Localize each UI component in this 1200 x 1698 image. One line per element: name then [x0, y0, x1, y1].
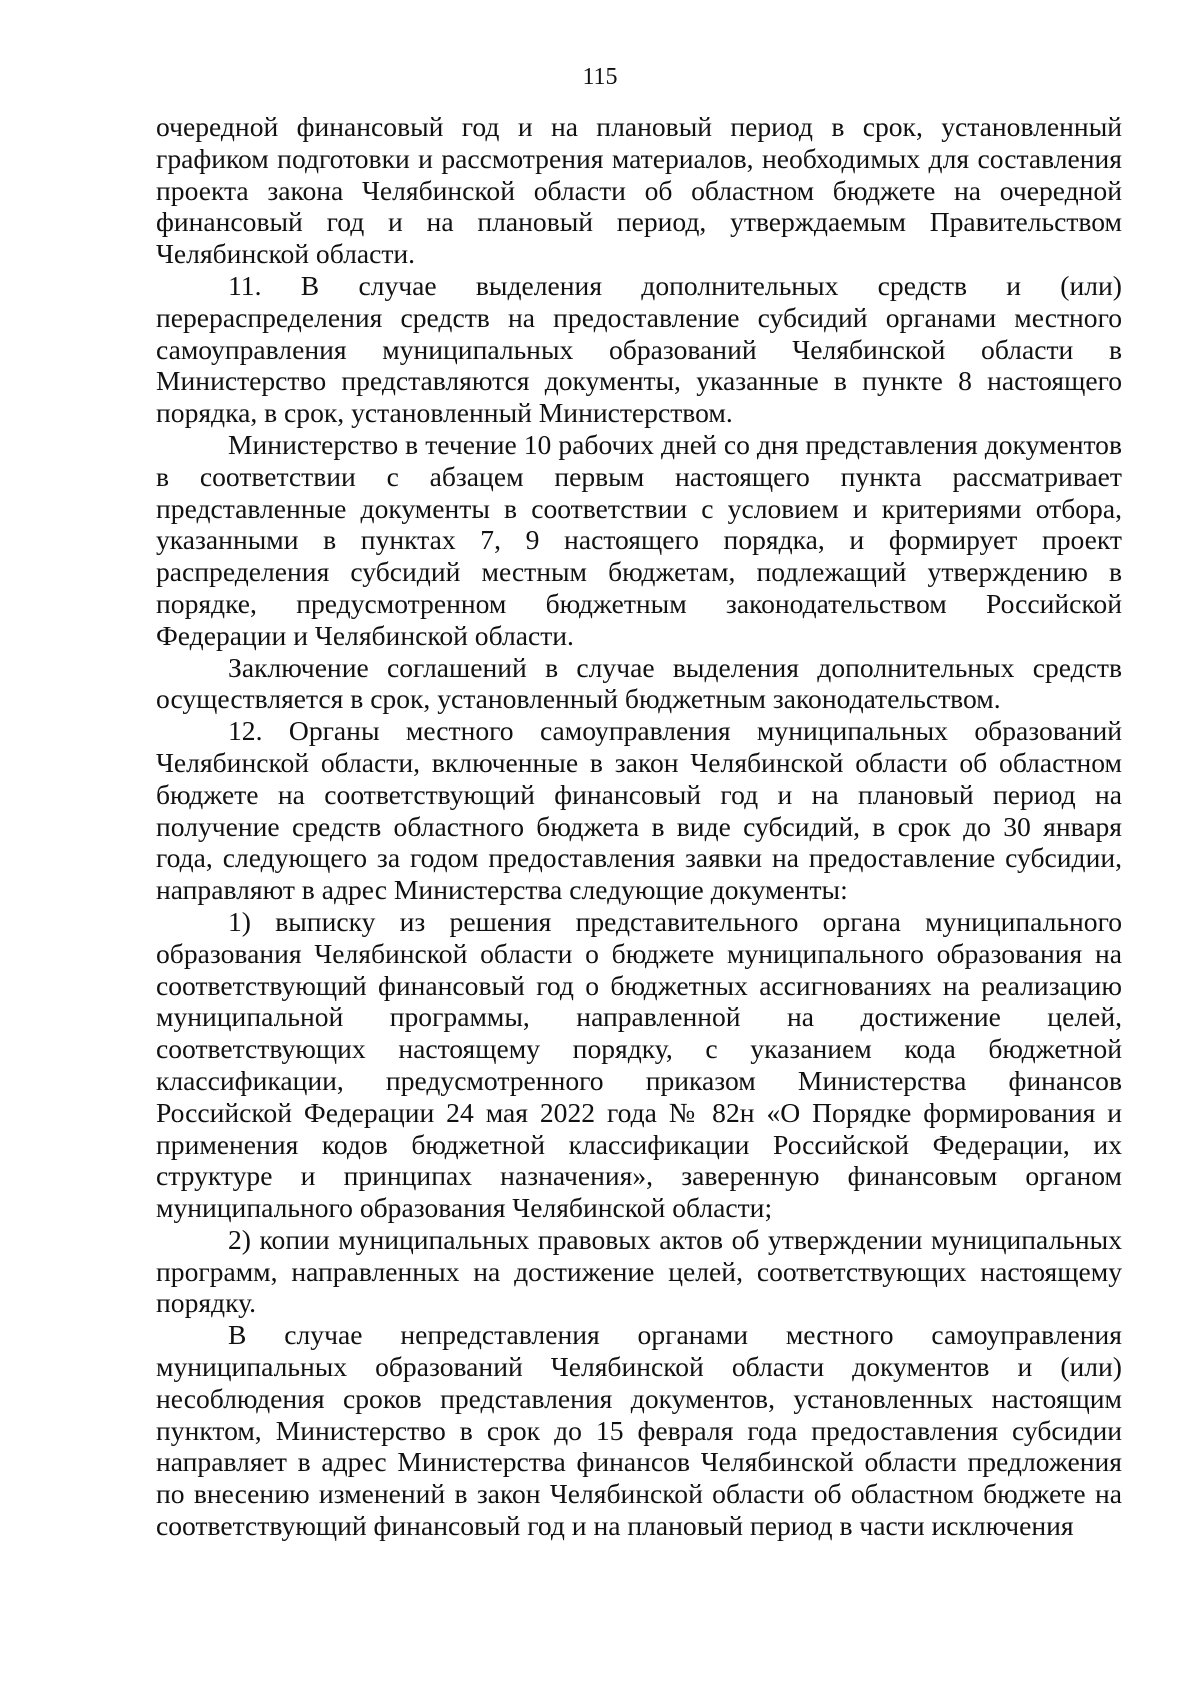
document-body — [156, 111, 1122, 1542]
paragraph-clause-11: 11. В случае выделения дополнительных средств и (или) перераспределения средств на предоставление субсидий органами местного самоуправления муниципальных образований Челябинской области в Министерство представляются документы, указанные в пункте 8 настоящего порядка, в срок, установленный Министерством. — [156, 269, 1122, 429]
page-number: 115 — [582, 64, 618, 90]
paragraph-continuation: очередной финансовый год и на плановый период в срок, установленный графиком подготовки и рассмотрения материалов, необходимых для составления проекта закона Челябинской области об областном бюджете на очередной финансовый год и на плановый период, утверждаемым Правительством Челябинской области. — [156, 111, 1122, 270]
paragraph-ministry-review: Министерство в течение 10 рабочих дней со дня представления документов в соответствии с абзацем первым настоящего пункта рассматривает представленные документы в соответствии с условием и критериями отбора, указанными в пунктах 7, 9 настоящего порядка, и формирует проект распределения субсидий местным бюджетам, подлежащий утверждению в порядке, предусмотренном бюджетным законодательством Российской Федерации и Челябинской области. — [156, 428, 1122, 651]
paragraph-non-submission: В случае непредставления органами местного самоуправления муниципальных образований Челябинской области документов и (или) несоблюдения сроков представления документов, установленных настоящим пунктом, Министерство в срок до 15 февраля года предоставления субсидии направляет в адрес Министерства финансов Челябинской области предложения по внесению изменений в закон Челябинской области об областном бюджете на соответствующий финансовый год и на плановый период в части исключения — [156, 1319, 1122, 1542]
list-item-2: 2) копии муниципальных правовых актов об утверждении муниципальных программ, направленных на достижение целей, соответствующих настоящему порядку. — [156, 1223, 1122, 1319]
list-item-1: 1) выписку из решения представительного органа муниципального образования Челябинской области о бюджете муниципального образования на соответствующий финансовый год о бюджетных ассигнованиях на реализацию муниципальной программы, направленной на достижение целей, соответствующих настоящему порядку, с указанием кода бюджетной классификации, предусмотренного приказом Министерства финансов Российской Федерации 24 мая 2022 года № 82н «О Порядке формирования и применения кодов бюджетной классификации Российской Федерации, их структуре и принципах назначения», заверенную финансовым органом муниципального образования Челябинской области; — [156, 905, 1122, 1224]
paragraph-agreements: Заключение соглашений в случае выделения дополнительных средств осуществляется в срок, установленный бюджетным законодательством. — [156, 651, 1122, 715]
paragraph-clause-12: 12. Органы местного самоуправления муниципальных образований Челябинской области, включенные в закон Челябинской области об областном бюджете на соответствующий финансовый год и на плановый период на получение средств областного бюджета в виде субсидий, в срок до 30 января года, следующего за годом предоставления заявки на предоставление субсидии, направляют в адрес Министерства следующие документы: — [156, 715, 1122, 906]
